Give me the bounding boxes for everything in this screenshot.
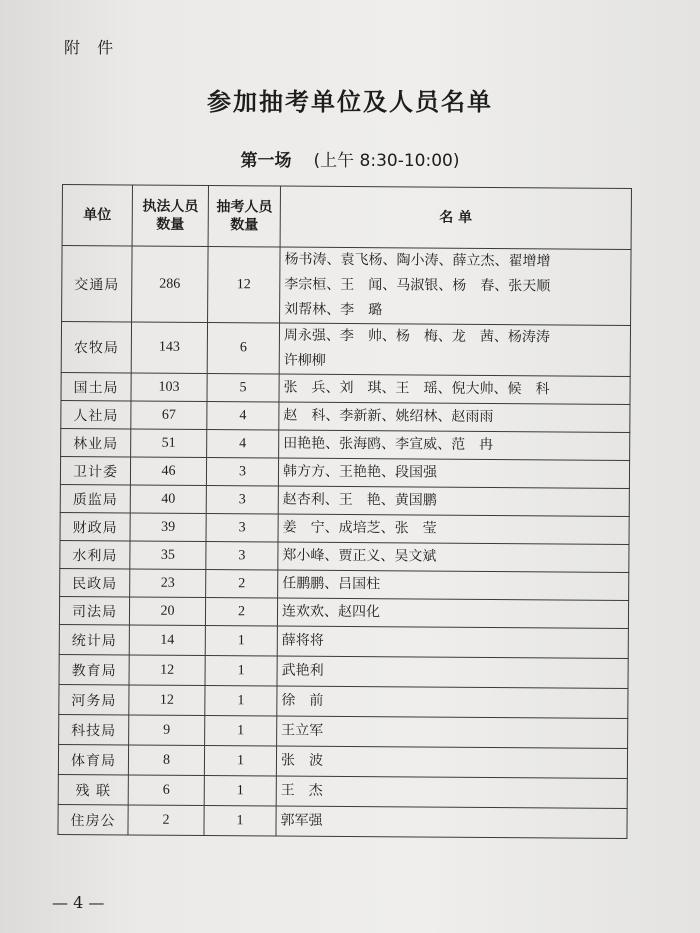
header-names: 名 单 [280,186,631,249]
name-line: 姜 宁、成培芝、张 莹 [282,519,437,537]
name-line: 郑小峰、贾正义、吴文斌 [282,547,437,565]
table-row [58,774,627,808]
cell-names [280,247,632,325]
cell-staff-count: 39 [130,513,206,542]
header-staff-count: 执法人员数量 [132,185,208,247]
cell-names [277,656,628,688]
cell-unit: 财政局 [60,512,130,540]
table-row [60,484,629,516]
cell-sampled-count: 2 [205,598,277,627]
table-header-row [62,185,631,250]
table-row [61,372,630,404]
session-label: 第一场 [240,151,292,171]
cell-unit: 质监局 [60,484,130,512]
name-line: 刘帮林、李 璐 [284,301,383,319]
cell-unit: 残 联 [58,774,128,804]
cell-staff-count: 14 [129,625,205,656]
cell-sampled-count: 3 [206,514,278,543]
cell-names [279,374,630,404]
name-line: 郭军强 [280,812,323,829]
cell-names [278,570,629,600]
name-line: 周永强、李 帅、杨 梅、龙 茜、杨涛涛 [283,327,550,346]
cell-staff-count: 20 [129,597,205,626]
cell-unit: 科技局 [59,714,129,744]
cell-staff-count: 2 [128,805,204,836]
name-line: 李宗桓、王 闻、马淑银、杨 春、张天顺 [284,276,551,295]
cell-sampled-count: 1 [204,806,276,837]
table-row [60,456,629,488]
cell-names [277,716,628,748]
table-row [60,540,629,572]
cell-staff-count: 6 [128,775,204,806]
cell-sampled-count: 3 [206,542,278,571]
cell-staff-count: 51 [131,429,207,458]
table-row [61,400,630,432]
cell-unit: 农牧局 [61,322,131,373]
roster-body [58,246,631,839]
cell-names [279,323,630,376]
table-row [60,512,629,544]
table-row [59,654,628,688]
roster-table [57,184,632,839]
name-line: 赵 科、李新新、姚绍林、赵雨雨 [283,407,494,426]
table-row [61,428,630,460]
table-row [59,596,628,628]
cell-unit: 民政局 [60,568,130,596]
table-row [59,624,628,658]
name-line: 王立军 [281,722,324,739]
cell-sampled-count: 3 [206,486,278,515]
session-time: (上午 8:30-10:00) [313,151,460,171]
name-line: 任鹏鹏、吕国柱 [282,575,381,593]
table-row [61,322,630,377]
header-unit: 单位 [62,185,132,246]
cell-unit: 住房公 [58,804,128,834]
cell-names [277,598,628,628]
cell-unit: 国土局 [61,372,131,400]
cell-staff-count: 46 [130,457,206,486]
cell-staff-count: 23 [130,569,206,598]
cell-unit: 河务局 [59,684,129,714]
name-line: 王 杰 [280,782,323,799]
name-line: 武艳利 [281,662,324,679]
cell-unit: 人社局 [61,400,131,428]
cell-unit: 体育局 [58,744,128,774]
cell-sampled-count: 5 [207,374,279,403]
cell-sampled-count: 4 [207,402,279,431]
cell-unit: 统计局 [59,624,129,654]
cell-staff-count: 67 [131,401,207,430]
cell-names [279,430,630,460]
cell-unit: 交通局 [62,246,133,322]
cell-staff-count: 35 [130,541,206,570]
cell-names [278,458,629,488]
cell-unit: 司法局 [59,596,129,624]
table-row [58,744,627,778]
cell-staff-count: 12 [129,655,205,686]
cell-sampled-count: 2 [206,570,278,599]
name-line: 赵杏利、王 艳、黄国鹏 [282,491,437,509]
cell-staff-count: 9 [129,715,205,746]
name-line: 田艳艳、张海鸥、李宣威、范 冉 [283,435,494,454]
cell-sampled-count: 1 [205,686,277,717]
cell-sampled-count: 1 [204,776,276,807]
cell-staff-count: 12 [129,685,205,716]
cell-names [277,626,628,658]
cell-names [276,806,627,838]
cell-sampled-count: 12 [208,247,281,324]
session-heading [0,146,700,171]
name-line: 张 波 [280,752,324,769]
cell-names [279,402,630,432]
cell-staff-count: 8 [128,745,204,776]
document-title: 参加抽考单位及人员名单 [207,88,493,116]
name-line: 徐 前 [281,692,324,709]
name-line: 张 兵、刘 琪、王 瑶、倪大帅、候 科 [283,379,550,398]
cell-names [278,542,629,572]
name-line: 杨书涛、袁飞杨、陶小涛、薛立杰、翟增增 [284,251,551,270]
cell-unit: 教育局 [59,654,129,684]
cell-sampled-count: 6 [207,323,279,375]
cell-sampled-count: 1 [204,746,276,777]
cell-unit: 水利局 [60,540,130,568]
cell-names [278,514,629,544]
cell-sampled-count: 4 [207,430,279,459]
attachment-label: 附 件 [64,38,120,57]
name-line: 许柳柳 [283,352,326,369]
table-row [58,804,627,838]
cell-sampled-count: 1 [205,626,277,657]
table-row [60,568,629,600]
page-number: — 4 — [52,893,105,912]
cell-names [278,486,629,516]
cell-staff-count: 286 [132,246,209,323]
cell-unit: 卫计委 [60,456,130,484]
name-line: 薛将将 [281,632,324,649]
name-line: 连欢欢、赵四化 [281,603,381,621]
cell-names [276,776,627,808]
cell-staff-count: 40 [130,485,206,514]
table-row [59,714,628,748]
table-row [59,684,628,718]
cell-staff-count: 103 [131,373,207,402]
cell-names [276,746,627,778]
cell-sampled-count: 1 [205,716,277,747]
cell-sampled-count: 1 [205,656,277,687]
cell-unit: 林业局 [61,428,131,456]
table-row [62,246,632,326]
name-line: 韩方方、王艳艳、段国强 [282,463,438,481]
header-sampled-count: 抽考人员数量 [208,186,280,248]
cell-sampled-count: 3 [206,458,278,487]
cell-staff-count: 143 [131,322,207,374]
cell-names [277,686,628,718]
